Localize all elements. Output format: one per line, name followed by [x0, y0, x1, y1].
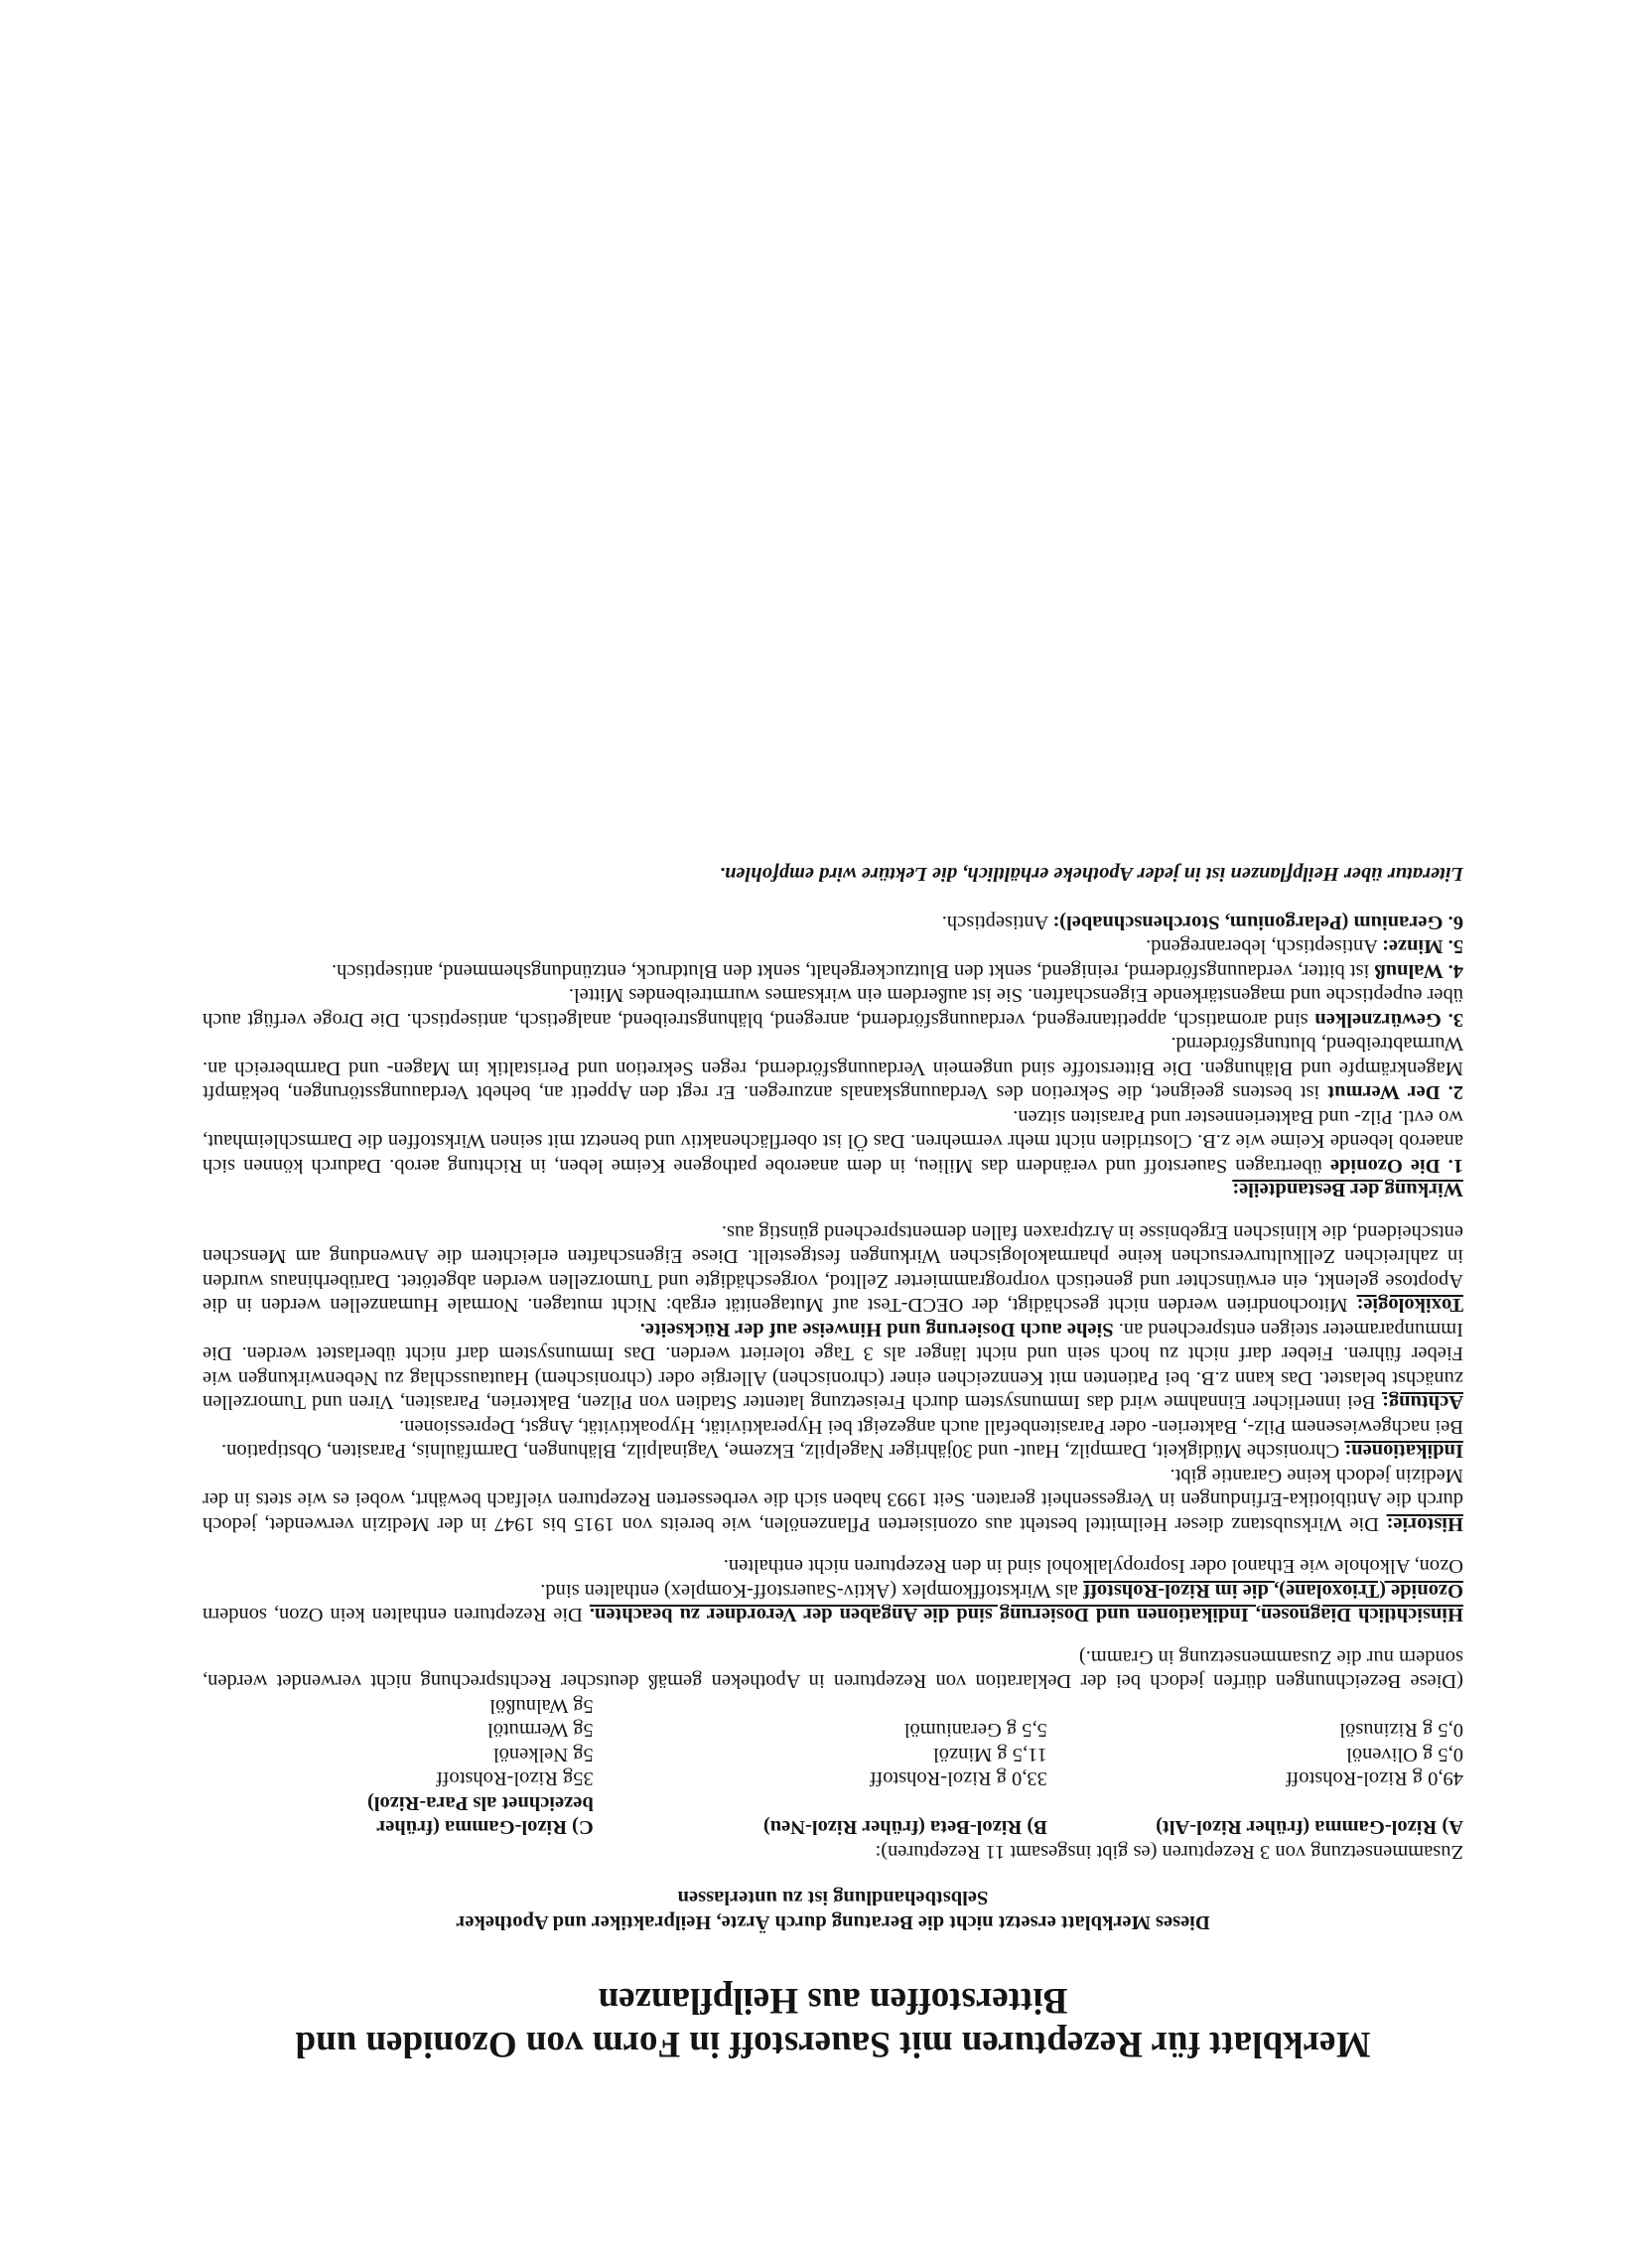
literature-note: Literatur über Heilpflanzen ist in jeder Apotheke erhältlich, die Lektüre wird empfohlen.	[719, 863, 1463, 886]
effect-label: 1. Die Ozonide	[1329, 1155, 1463, 1177]
recipe-c-header-line-2: bezeichnet als Para-Rizol)	[367, 1792, 594, 1814]
effects-heading: Wirkung der Bestandteile:	[1232, 1179, 1463, 1201]
disclaimer-notice	[203, 1886, 1463, 1934]
effect-item	[203, 983, 1463, 1032]
toxicology-label: Toxikologie:	[1356, 1294, 1463, 1317]
effect-label: 5. Minze:	[1382, 935, 1463, 958]
effect-item	[203, 1032, 1463, 1105]
diagnosis-paragraph	[203, 1579, 1463, 1627]
recipe-a-item: 0,5 g Rizinusöl	[1339, 1719, 1463, 1742]
history-label: Historie:	[1386, 1513, 1463, 1535]
recipe-c-item: 5g Wermutöl	[486, 1719, 594, 1742]
recipe-c-header	[203, 1791, 594, 1840]
caution-text: Bei innerlicher Einnahme wird das Immunsystem durch Freisetzung latenter Stadien von Pilzen, Bakterien, Parasiten, Viren und Tumorzellen zunächst belastet. Das kann z.B. bei Patienten mit Kennzeichen einer (chronischen) Allergie oder (chronischem) Hautausschlag zu Nebenwirkungen wie Fieber führen. Fieber darf nicht zu hoch sein und nicht länger als 3 Tage toleriert werden. Das Immunsystem darf nicht überlastet werden. Die Immunparameter steigen entsprechend an.	[203, 1319, 1463, 1414]
recipe-b-item: 5,5 g Geraniumöl	[903, 1719, 1047, 1742]
effect-text: ist bestens geeignet, die Sekretion des Verdauungskanals anzuregen. Er regt den Appetit an, behebt Verdauungsstörungen, bekämpft Magenkrämpfe und Blähungen. Die Bitterstoffe sind ungemein Verdauungsfördernd, regen Sekretion und Peristaltik im Magen- und Darmbereich an. Wurmabtreibend, blutungsfördernd.	[203, 1033, 1463, 1104]
caution-bold-tail: Siehe auch Dosierung und Hinweise auf der Rückseite.	[639, 1319, 1114, 1341]
page-title	[203, 1978, 1463, 2065]
recipe-c-item: 35g Rizol-Rohstoff	[436, 1767, 594, 1790]
effect-item	[203, 1105, 1463, 1179]
caution-paragraph	[203, 1318, 1463, 1415]
title-line-1: Merkblatt für Rezepturen mit Sauerstoff in Form von Ozoniden und	[295, 2024, 1371, 2064]
effect-text: ist bitter, verdauungsfördernd, reinigend, senkt den Blutzuckergehalt, senkt den Blutdruck, entzündungshemmend, antiseptisch.	[332, 960, 1375, 982]
recipe-c-item: 5g Walnußöl	[489, 1695, 594, 1717]
diagnosis-bold: Hinsichtlich Diagnosen, Indikationen und Dosierung sind die Angaben der Verordner zu beachten.	[589, 1604, 1463, 1626]
recipe-c-item: 5g Nelkenöl	[492, 1744, 594, 1765]
recipe-a-item: 49,0 g Rizol-Rohstoff	[1286, 1767, 1463, 1790]
recipe-table	[203, 1694, 1463, 1840]
effect-label: 4. Walnuß	[1374, 960, 1463, 982]
effect-text: Antiseptisch, leberanregend.	[1146, 935, 1383, 958]
caution-label: Achtung:	[1381, 1391, 1463, 1414]
recipe-b-header: B) Rizol-Beta (früher Rizol-Neu)	[762, 1816, 1047, 1839]
effect-label: 2. Der Wermut	[1327, 1081, 1463, 1104]
indications-text: Chronische Müdigkeit, Darmpilz, Haut- und 30jähriger Nagelpilz, Ekzeme, Vaginalpilz, Blähungen, Darmfäulnis, Parasiten, Obstipation.	[220, 1440, 1345, 1463]
recipe-a-header: A) Rizol-Gamma (früher Rizol-Alt)	[1156, 1816, 1463, 1839]
effect-text: übertragen Sauerstoff und verändern das Milieu, in dem anaerobe pathogene Keime leben, in Richtung aerob. Dadurch können sich anaerob lebende Keime wie z.B. Clostridien nicht mehr vermehren. Das Öl ist oberflächenaktiv und benetzt mit seinen Wirkstoffen die Darmschleimhaut, wo evtl. Pilz- und Bakteriennester und Parasiten sitzen.	[203, 1106, 1463, 1177]
diagnosis-text-2: als Wirkstoffkomplex (Aktiv-Sauerstoff-Komplex) enthalten sind.	[540, 1580, 1084, 1602]
effect-text: sind aromatisch, appetitanregend, verdauungsfördernd, anregend, blähungstreibend, analgetisch, antiseptisch. Die Droge verfügt auch über eupeptische und magenstärkende Eigenschaften. Sie ist außerdem ein wirksames wurmtreibendes Mittel.	[203, 984, 1463, 1031]
effect-label: 3. Gewürznelken	[1314, 1009, 1463, 1031]
diagnosis-text: Die Rezepturen enthalten kein Ozon, sondern	[203, 1604, 590, 1626]
diagnosis-bold-2: Ozonide (Trioxolane), die im Rizol-Rohstoff	[1083, 1580, 1463, 1602]
toxicology-text: Mitochondrien werden nicht geschädigt, der OECD-Test auf Mutagenität ergab: Nicht mutagen. Normale Humanzellen werden in die Apoptose gelenkt, ein erwünschter und genetisch vorprogrammierter Zelltod, vorgeschädigte und Tumorzellen werden abgetötet. Darüberhinaus wurden in zahlreichen Zellkulturversuchen keine pharmakologischen Wirkungen festgestellt. Diese Eigenschaften erleichtern die Anwendung am Menschen entscheidend, die klinischen Ergebnisse in Arztpraxen fallen dementsprechend günstig aus.	[203, 1221, 1463, 1317]
notice-line-2: Selbstbehandlung ist zu unterlassen	[677, 1887, 989, 1909]
composition-intro: Zusammensetzung von 3 Rezepturen (es gibt insgesamt 11 Rezepturen):	[875, 1841, 1463, 1863]
recipe-a-item: 0,5 g Olivenöl	[1346, 1744, 1463, 1765]
diagnosis-note: Ozon, Alkohole wie Ethanol oder Isopropylalkohol sind in den Rezepturen nicht enthalten.	[723, 1555, 1463, 1578]
effect-text: Antiseptisch.	[941, 912, 1053, 933]
document-content	[203, 862, 1463, 2065]
title-line-2: Bitterstoffen aus Heilpflanzen	[598, 1980, 1068, 2021]
toxicology-paragraph	[203, 1220, 1463, 1318]
history-paragraph	[203, 1464, 1463, 1537]
recipe-b-item: 11,5 g Minzöl	[933, 1744, 1047, 1765]
effect-item	[203, 911, 1463, 935]
legal-note: (Diese Bezeichnungen dürfen jedoch bei der Deklaration von Rezepturen in Apotheken gemäß deutscher Rechtsprechung nicht verwendet werden, sondern nur die Zusammensetzung in Gramm.)	[203, 1646, 1463, 1693]
indications-paragraph	[203, 1439, 1463, 1464]
effect-item	[203, 959, 1463, 984]
notice-line-1: Dieses Merkblatt ersetzt nicht die Beratung durch Ärzte, Heilpraktiker und Apotheker	[456, 1911, 1210, 1933]
indications-label: Indikationen:	[1344, 1440, 1463, 1463]
indications-note: Bei nachgewiesenem Pilz-, Bakterien- oder Parasitenbefall auch angezeigt bei Hyperaktivität, Hypoaktivität, Angst, Depressionen.	[399, 1416, 1463, 1438]
recipe-b-item: 33,0 g Rizol-Rohstoff	[869, 1767, 1047, 1790]
recipe-c-header-line-1: C) Rizol-Gamma (früher	[376, 1816, 594, 1839]
history-text: Die Wirksubstanz dieser Heilmittel besteht aus ozonisierten Pflanzenölen, wie bereits von 1915 bis 1947 in der Medizin verwendet, jedoch durch die Antibiotika-Erfindungen in Vergessenheit geraten. Seit 1993 haben sich die verbesserten Rezepturen vielfach bewährt, wobei es wie stets in der Medizin jedoch keine Garantie gibt.	[203, 1465, 1463, 1535]
effect-item	[203, 934, 1463, 959]
effect-label: 6. Geranium (Pelargonium, Storchenschnabel):	[1052, 912, 1463, 933]
